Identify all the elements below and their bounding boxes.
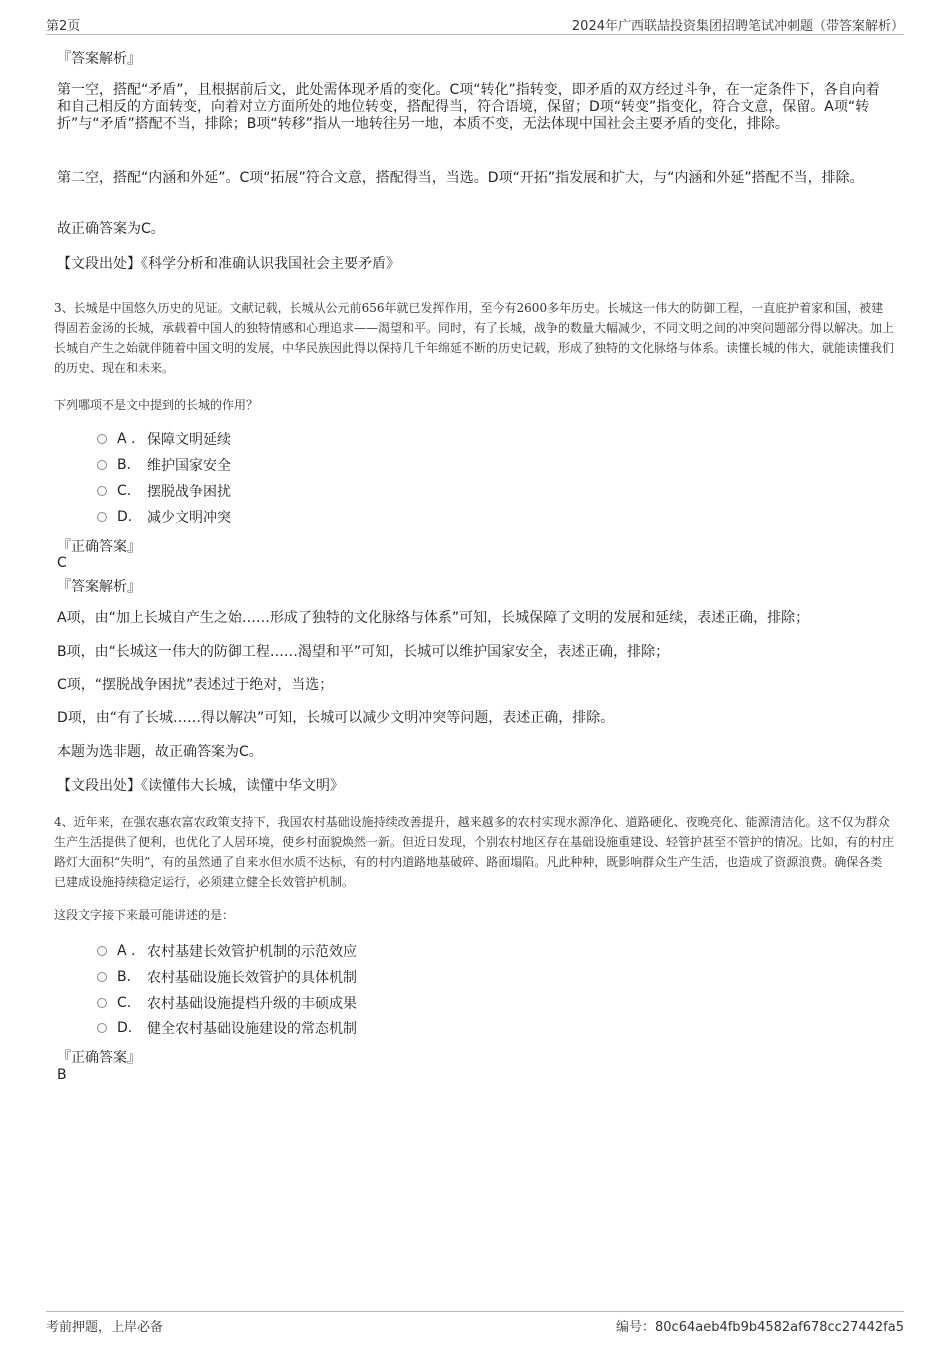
question-4-text: 4、近年来，在强农惠农富农政策支持下，我国农村基础设施持续改善提升，越来越多的农村实现水源净化、道路硬化、夜晚亮化、能源清洁化。这不仅为群众生产生活提供了便利，也优化了人居环境，使乡村面貌焕然一新。但近日发现，个别农村地区存在基础设施重建设、轻管护甚至不管护的情况。比如，有的村庄路灯大面积“失明”，有的虽然通了自来水但水质不达标，有的村内道路地基破碎、路面塌陷。凡此种种，既影响群众生产生活，也造成了资源浪费。确保各类已建成设施持续稳定运行，必须建立健全长效管护机制。 bbox=[54, 815, 895, 889]
analysis-conclusion: 本题为选非题，故正确答案为C。 bbox=[57, 744, 263, 760]
analysis-paragraph-1: 第一空，搭配“矛盾”，且根据前后文，此处需体现矛盾的变化。C项“转化”指转变，即矛盾的双方经过斗争，在一定条件下，各自向着和自己相反的方面转变，向着对立方面所处的地位转变，搭配得当，符合语境，保留；D项“转变”指变化，符合文意，保留。A项“转折”与“矛盾”搭配不当，排除；B项“转移”指从一地转往另一地，本质不变，无法体现中国社会主要矛盾的变化，排除。 bbox=[57, 82, 880, 132]
q3-option-a[interactable] bbox=[97, 429, 231, 449]
option-letter: D. bbox=[117, 509, 133, 525]
option-letter: B. bbox=[117, 457, 132, 473]
radio-icon[interactable] bbox=[97, 512, 107, 522]
question-4-prompt: 这段文字接下来最可能讲述的是： bbox=[54, 908, 235, 922]
correct-answer-value: B bbox=[57, 1067, 67, 1083]
analysis-item-b: B项，由“长城这一伟大的防御工程……渴望和平”可知，长城可以维护国家安全，表述正确，排除； bbox=[57, 644, 670, 660]
q3-option-b[interactable] bbox=[97, 455, 231, 475]
question-3-prompt: 下列哪项不是文中提到的长城的作用？ bbox=[54, 398, 259, 412]
radio-icon[interactable] bbox=[97, 1023, 107, 1033]
footer-slogan: 考前押题，上岸必备 bbox=[46, 1320, 164, 1335]
option-text: 保障文明延续 bbox=[147, 432, 231, 448]
option-letter: C. bbox=[117, 995, 132, 1011]
correct-answer-label: 『正确答案』 bbox=[57, 539, 141, 555]
option-text: 维护国家安全 bbox=[147, 458, 231, 474]
option-text: 农村基础设施提档升级的丰硕成果 bbox=[147, 996, 357, 1012]
option-letter: A . bbox=[117, 943, 136, 959]
radio-icon[interactable] bbox=[97, 460, 107, 470]
q3-option-c[interactable] bbox=[97, 481, 231, 501]
option-text: 健全农村基础设施建设的常态机制 bbox=[147, 1021, 357, 1037]
option-text: 农村基建长效管护机制的示范效应 bbox=[147, 944, 357, 960]
page-header bbox=[46, 14, 904, 35]
analysis-item-d: D项，由“有了长城……得以解决”可知，长城可以减少文明冲突等问题，表述正确，排除。 bbox=[57, 710, 615, 726]
analysis-label: 『答案解析』 bbox=[57, 579, 141, 595]
option-letter: D. bbox=[117, 1020, 133, 1036]
analysis-item-c: C项，“摆脱战争困扰”表述过于绝对，当选； bbox=[57, 677, 334, 693]
q3-option-d[interactable] bbox=[97, 507, 231, 527]
q4-option-a[interactable] bbox=[97, 941, 357, 961]
document-id: 编号：80c64aeb4fb9b4582af678cc27442fa5 bbox=[616, 1320, 904, 1335]
analysis-paragraph-2: 第二空，搭配“内涵和外延”。C项“拓展”符合文意，搭配得当，当选。D项“开拓”指发展和扩大，与“内涵和外延”搭配不当，排除。 bbox=[57, 170, 864, 186]
document-title: 2024年广西联喆投资集团招聘笔试冲刺题（带答案解析） bbox=[571, 19, 904, 34]
source-citation: 【文段出处】《科学分析和准确认识我国社会主要矛盾》 bbox=[57, 256, 400, 272]
option-letter: B. bbox=[117, 969, 132, 985]
option-letter: A . bbox=[117, 431, 136, 447]
page-footer bbox=[46, 1311, 904, 1334]
analysis-item-a: A项，由“加上长城自产生之始……形成了独特的文化脉络与体系”可知，长城保障了文明的发展和延续，表述正确，排除； bbox=[57, 610, 810, 626]
radio-icon[interactable] bbox=[97, 946, 107, 956]
correct-answer-value: C bbox=[57, 555, 67, 571]
correct-answer-label: 『正确答案』 bbox=[57, 1050, 141, 1066]
q4-option-b[interactable] bbox=[97, 967, 357, 987]
radio-icon[interactable] bbox=[97, 434, 107, 444]
analysis-label: 『答案解析』 bbox=[57, 51, 141, 67]
analysis-conclusion: 故正确答案为C。 bbox=[57, 221, 165, 237]
page-number: 第2页 bbox=[46, 19, 81, 34]
source-citation: 【文段出处】《读懂伟大长城，读懂中华文明》 bbox=[57, 778, 344, 794]
question-3-text: 3、长城是中国悠久历史的见证。文献记载，长城从公元前656年就已发挥作用，至今有2600多年历史。长城这一伟大的防御工程，一直庇护着家和国，被建得固若金汤的长城，承载着中国人的独特情感和心理追求——渴望和平。同时，有了长城，战争的数量大幅减少，不同文明之间的冲突问题部分得以解决。加上长城自产生之始就伴随着中国文明的发展，中华民族因此得以保持几千年绵延不断的历史记载，形成了独特的文化脉络与体系。读懂长城的伟大，就能读懂我们的历史、现在和未来。 bbox=[54, 301, 895, 375]
q4-option-d[interactable] bbox=[97, 1018, 357, 1038]
option-text: 摆脱战争困扰 bbox=[147, 484, 231, 500]
q4-option-c[interactable] bbox=[97, 993, 357, 1013]
option-text: 减少文明冲突 bbox=[147, 510, 231, 526]
option-text: 农村基础设施长效管护的具体机制 bbox=[147, 970, 357, 986]
radio-icon[interactable] bbox=[97, 998, 107, 1008]
option-letter: C. bbox=[117, 483, 132, 499]
radio-icon[interactable] bbox=[97, 972, 107, 982]
radio-icon[interactable] bbox=[97, 486, 107, 496]
